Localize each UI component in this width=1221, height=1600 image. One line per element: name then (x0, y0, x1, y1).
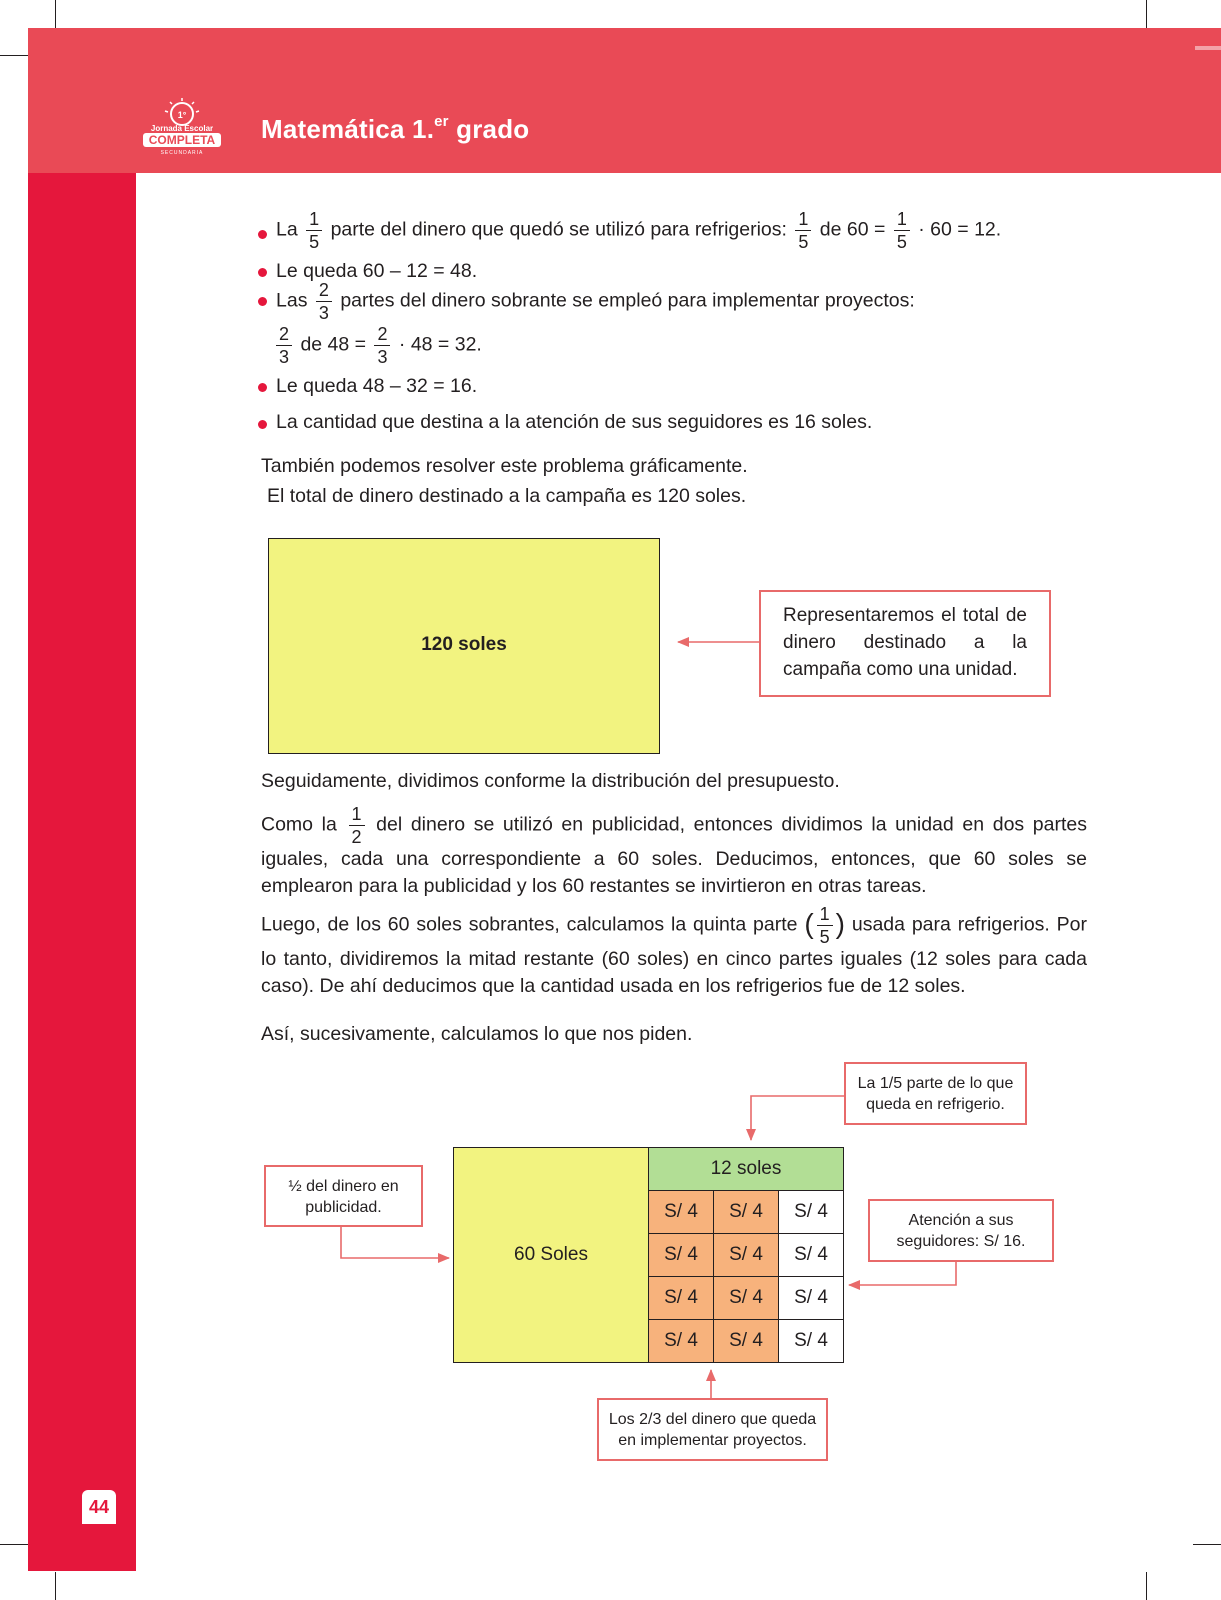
svg-text:COMPLETA: COMPLETA (148, 133, 216, 147)
fraction: $\frac{2}{3}$ (276, 325, 292, 366)
body-paragraph: Luego, de los 60 soles sobrantes, calculamos la quinta parte ( $\frac{1}{5}$ ) usada para refrigerios. Por lo tanto, dividiremos la mitad restante (60 soles) en cinco partes iguales (12 soles para cada caso). De ahí deducimos que la cantidad usada en los refrigerios fue de 12 soles. (261, 904, 1088, 997)
body-text: Así, sucesivamente, calculamos lo que nos piden. (261, 1023, 693, 1045)
callout-refrigerio: La 1/5 parte de lo que queda en refrigerio. (844, 1062, 1027, 1125)
fraction: $\frac{2}{3}$ (316, 281, 332, 322)
svg-text:Jornada Escolar: Jornada Escolar (150, 124, 214, 133)
arrow-followers (849, 1262, 956, 1285)
callout-publicity: ½ del dinero en publicidad. (264, 1165, 423, 1227)
fraction: $\frac{1}{5}$ (894, 210, 910, 251)
callout-unit: Representaremos el total de dinero destinado a la campaña como una unidad. (759, 590, 1051, 697)
list-item: Le queda 60 – 12 = 48. (276, 260, 478, 282)
followers-cell: S/ 4 (779, 1191, 844, 1234)
body-paragraph: Como la $\frac{1}{2}$ del dinero se utilizó en publicidad, entonces dividimos la unidad en dos partes iguales, cada una correspondiente a 60 soles. Deducimos, entonces, que 60 soles se emplearon para la publicidad y los 60 restantes se invirtieron en otras tareas. (261, 804, 1088, 897)
refrigerio-cell: 12 soles (649, 1148, 844, 1191)
followers-cell: S/ 4 (779, 1320, 844, 1363)
svg-text:1°: 1° (177, 110, 187, 120)
followers-cell: S/ 4 (779, 1277, 844, 1320)
arrow-refrigerio (751, 1096, 844, 1140)
intro-text: También podemos resolver este problema gráficamente. (261, 455, 748, 477)
fraction: $\frac{1}{5}$ (795, 210, 811, 251)
project-cell: S/ 4 (649, 1234, 714, 1277)
project-cell: S/ 4 (649, 1277, 714, 1320)
list-item: La cantidad que destina a la atención de sus seguidores es 16 soles. (276, 411, 873, 433)
page-number: 44 (82, 1490, 116, 1524)
project-cell: S/ 4 (714, 1234, 779, 1277)
intro-text: El total de dinero destinado a la campaña es 120 soles. (267, 485, 747, 507)
callout-projects: Los 2/3 del dinero que queda en implementar proyectos. (597, 1398, 828, 1461)
fraction: $\frac{1}{5}$ (306, 210, 322, 251)
fraction: $\frac{2}{3}$ (374, 325, 390, 366)
list-item: Le queda 48 – 32 = 16. (276, 375, 478, 397)
list-item: La $\frac{1}{5}$ parte del dinero que quedó se utilizó para refrigerios: $\frac{1}{5}$ de 60 = $\frac{1}{5}$ · 60 = 12. (276, 209, 1002, 252)
callout-followers: Atención a sus seguidores: S/ 16. (868, 1199, 1054, 1262)
page-title: Matemática 1.$^{er}$ grado (261, 113, 530, 144)
project-cell: S/ 4 (649, 1191, 714, 1234)
project-cell: S/ 4 (714, 1191, 779, 1234)
project-cell: S/ 4 (714, 1277, 779, 1320)
paren-fraction: ( $\frac{1}{5}$ ) (804, 904, 845, 947)
project-cell: S/ 4 (649, 1320, 714, 1363)
body-text: Seguidamente, dividimos conforme la distribución del presupuesto. (261, 770, 840, 792)
arrow-publicity (341, 1227, 449, 1258)
unit-box-120: 120 soles (268, 538, 660, 754)
followers-cell: S/ 4 (779, 1234, 844, 1277)
svg-text:SECUNDARIA: SECUNDARIA (160, 150, 204, 156)
list-item: Las $\frac{2}{3}$ partes del dinero sobrante se empleó para implementar proyectos: (276, 280, 915, 323)
fraction: $\frac{1}{2}$ (349, 805, 365, 846)
publicity-box-60: 60 Soles (453, 1147, 649, 1363)
project-cell: S/ 4 (714, 1320, 779, 1363)
list-item-continuation: $\frac{2}{3}$ de 48 = $\frac{2}{3}$ · 48 = 32. (276, 325, 482, 366)
